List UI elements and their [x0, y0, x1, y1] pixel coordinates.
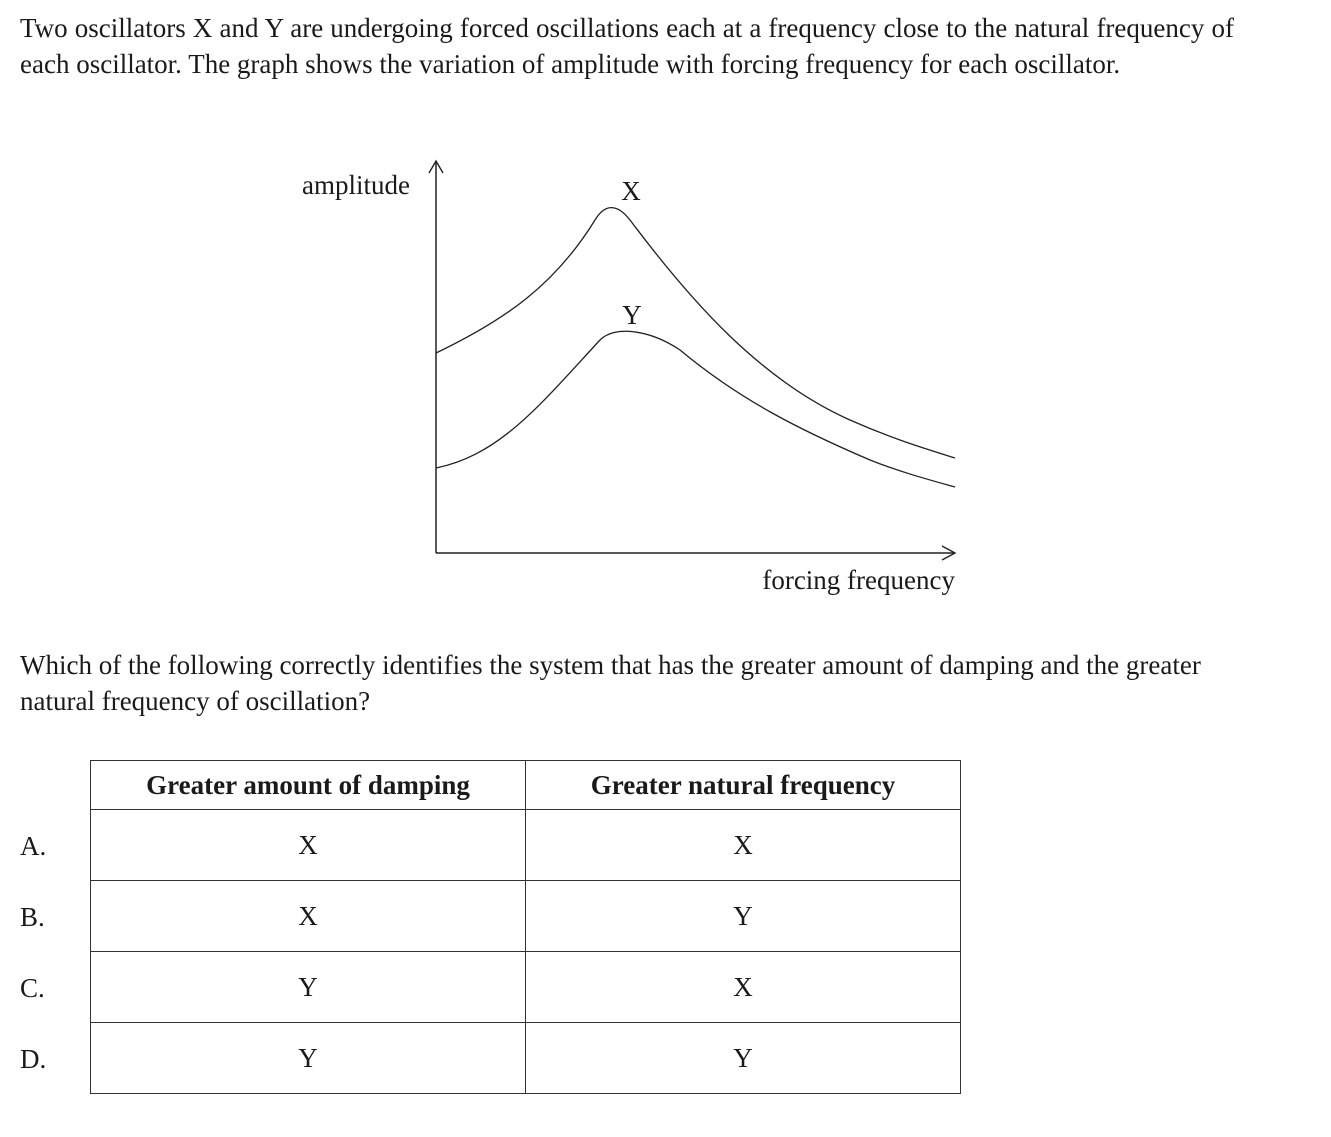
curve-y-label: Y — [622, 300, 642, 330]
cell-natural-frequency: X — [526, 952, 961, 1023]
header-natural-frequency: Greater natural frequency — [526, 761, 961, 810]
option-label-a: A. — [20, 831, 47, 861]
cell-natural-frequency: Y — [526, 1023, 961, 1094]
x-axis-label: forcing frequency — [762, 565, 955, 595]
curve-x-label: X — [621, 176, 641, 206]
table-row — [91, 952, 961, 1023]
y-axis-label: amplitude — [302, 170, 410, 200]
option-label-b: B. — [20, 902, 45, 932]
table-row — [91, 810, 961, 881]
option-label-d: D. — [20, 1044, 47, 1074]
cell-natural-frequency: Y — [526, 881, 961, 952]
intro-paragraph: Two oscillators X and Y are undergoing forced oscillations each at a frequency close to the natural frequency of each oscillator. The graph shows the variation of amplitude with forcing frequency for each oscillator. — [20, 13, 1234, 79]
cell-damping: X — [91, 881, 526, 952]
cell-damping: Y — [91, 1023, 526, 1094]
cell-damping: Y — [91, 952, 526, 1023]
cell-damping: X — [91, 810, 526, 881]
table-row — [91, 881, 961, 952]
cell-natural-frequency: X — [526, 810, 961, 881]
question-paragraph: Which of the following correctly identifies the system that has the greater amount of damping and the greater natural frequency of oscillation? — [20, 650, 1201, 716]
table-header-row — [91, 761, 961, 810]
curve-x — [436, 208, 955, 458]
table-row — [91, 1023, 961, 1094]
answer-table — [90, 760, 961, 1094]
header-damping: Greater amount of damping — [91, 761, 526, 810]
curve-y — [436, 331, 955, 487]
option-label-c: C. — [20, 973, 45, 1003]
